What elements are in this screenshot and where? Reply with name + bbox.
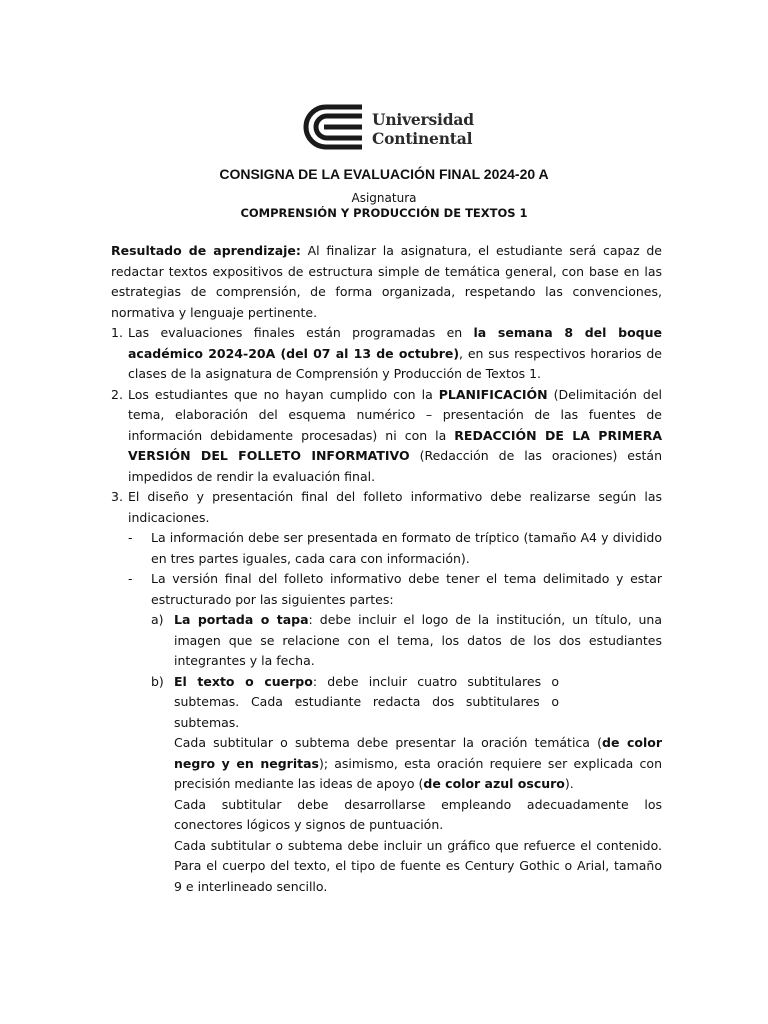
paragraph-text: ); asimismo, esta oración requiere ser explicada con precisión mediante las ideas de apoyo ( <box>174 755 662 791</box>
item-text: Los estudiantes que no hayan cumplido con la <box>128 386 439 402</box>
item-text: , en sus respectivos horarios de clases de la asignatura de Comprensión y Producción de Textos 1. <box>128 345 662 381</box>
logo-wordmark <box>372 110 474 148</box>
dash-item-1 <box>111 528 662 569</box>
university-logo <box>302 104 472 152</box>
dash-marker: - <box>128 571 133 586</box>
body-paragraph-2: Cada subtitular debe desarrollarse empleando adecuadamente los conectores lógicos y signos de puntuación. <box>174 796 662 832</box>
dash-item-text: La información debe ser presentada en formato de tríptico (tamaño A4 y dividido en tres partes iguales, cada cara con información). <box>151 530 662 566</box>
list-item-2 <box>111 385 662 488</box>
paragraph-text: Cada subtitular o subtema debe presentar la oración temática ( <box>174 735 602 750</box>
item-text: Las evaluaciones finales están programadas en <box>128 325 474 340</box>
list-number: 1. <box>111 325 123 340</box>
item-bold-text: REDACCIÓN DE LA PRIMERA VERSIÓN DEL FOLLETO INFORMATIVO <box>128 427 662 463</box>
item-text: (Redacción de las oraciones) están impedidos de rendir la evaluación final. <box>128 448 662 484</box>
item-text: El diseño y presentación final del folleto informativo debe realizarse según las indicaciones. <box>128 489 662 525</box>
alpha-marker: b) <box>151 673 164 689</box>
learning-outcome-text: Al finalizar la asignatura, el estudiante será capaz de redactar textos expositivos de estructura simple de temática general, con base en las estrategias de comprensión, de forma organizada, respetando las convenciones, normativa y lenguaje pertinente. <box>111 243 662 320</box>
logo-line-2: Continental <box>372 129 473 148</box>
alpha-item-a <box>111 610 662 672</box>
paragraph-bold-text: de color negro y en negritas <box>174 735 662 771</box>
learning-outcome-label: Resultado de aprendizaje: <box>111 243 301 258</box>
dash-item-text: La versión final del folleto informativo debe tener el tema delimitado y estar estructurado por las siguientes partes: <box>151 571 662 607</box>
alpha-item-heading: La portada o tapa <box>174 612 309 627</box>
item-text: (Delimitación del tema, elaboración del esquema numérico – presentación de las fuentes de información debidamente procesadas) ni con la <box>128 386 662 443</box>
paragraph-text: ). <box>564 776 574 791</box>
subject-label: Asignatura <box>351 191 417 205</box>
alpha-item-b <box>111 672 662 734</box>
learning-outcome <box>111 241 662 323</box>
list-item-3 <box>111 487 662 528</box>
dash-item-2 <box>111 569 662 610</box>
document-title: CONSIGNA DE LA EVALUACIÓN FINAL 2024-20 A <box>219 166 549 182</box>
body-paragraph-3: Cada subtitular o subtema debe incluir un gráfico que refuerce el contenido. Para el cuerpo del texto, el tipo de fuente es Century Gothic o Arial, tamaño 9 e interlineado sencillo. <box>174 837 662 894</box>
subject-name: COMPRENSIÓN Y PRODUCCIÓN DE TEXTOS 1 <box>240 206 528 220</box>
body-paragraph-1 <box>111 733 662 795</box>
continental-c-icon <box>302 104 366 150</box>
list-number: 2. <box>111 386 123 402</box>
alpha-item-text: : debe incluir cuatro subtitulares o subtemas. Cada estudiante redacta dos subtitulares o subtemas. <box>174 673 559 730</box>
list-number: 3. <box>111 489 123 504</box>
item-bold-text: PLANIFICACIÓN <box>438 386 548 402</box>
alpha-item-text: : debe incluir el logo de la institución, un título, una imagen que se relacione con el tema, los datos de los dos estudiantes integrantes y la fecha. <box>174 612 662 668</box>
dash-marker: - <box>128 530 133 545</box>
alpha-item-heading: El texto o cuerpo <box>174 673 313 689</box>
paragraph-bold-text: de color azul oscuro <box>423 776 565 791</box>
item-bold-text: la semana 8 del boque académico 2024-20A (del 07 al 13 de octubre) <box>128 325 662 361</box>
document-body <box>111 241 662 897</box>
alpha-marker: a) <box>151 612 164 627</box>
alpha-item-b-content <box>174 672 559 734</box>
list-item-1 <box>111 323 662 385</box>
logo-line-1: Universidad <box>372 110 474 129</box>
